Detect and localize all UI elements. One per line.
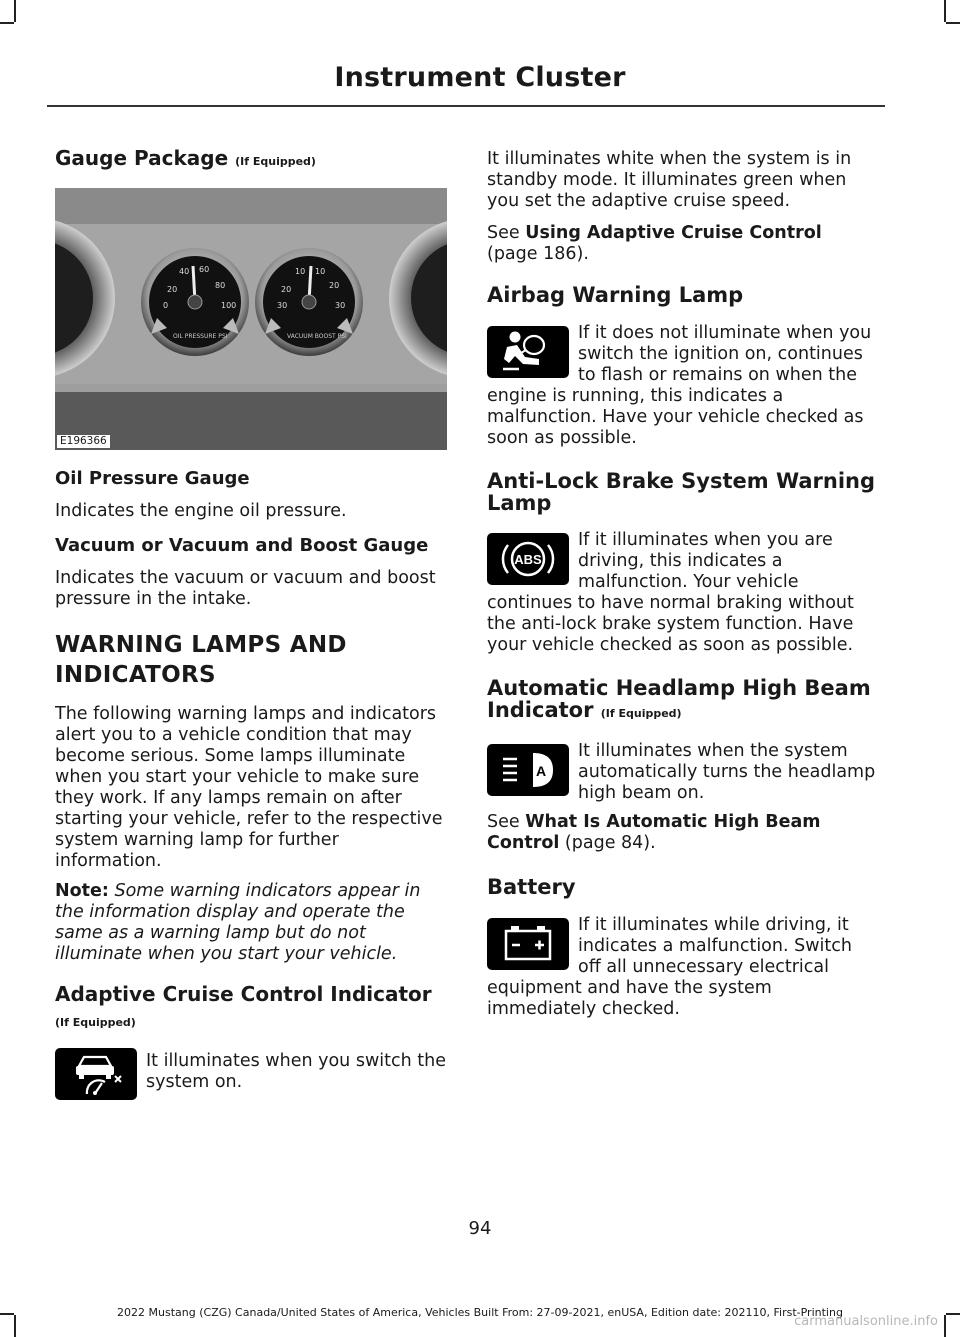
abs-icon (487, 533, 569, 585)
gauge-photo-illustration (55, 188, 447, 450)
crop-mark (14, 0, 16, 22)
page-title: Instrument Cluster (334, 62, 626, 93)
high-beam-reference-link[interactable]: What Is Automatic High Beam Control (487, 812, 821, 853)
airbag-icon (487, 326, 569, 378)
note-label: Note: (55, 881, 109, 901)
page-number: 94 (468, 1218, 492, 1239)
oil-pressure-heading: Oil Pressure Gauge (55, 468, 250, 489)
gauge-tick: 0 (163, 301, 169, 310)
if-equipped-label: (If Equipped) (600, 707, 682, 720)
right-column (487, 146, 879, 1020)
image-code: E196366 (57, 435, 110, 448)
high-beam-block (487, 741, 879, 804)
gauge-tick: 60 (199, 265, 210, 274)
warning-heading-line2: INDICATORS (55, 662, 216, 688)
note-paragraph (55, 881, 447, 965)
high-beam-icon-label: A (535, 763, 547, 779)
gauge-package-title: Gauge Package (55, 146, 229, 170)
abs-icon-label: ABS (514, 552, 542, 567)
if-equipped-label: (If Equipped) (55, 1016, 136, 1029)
high-beam-text: It illuminates when the system automatically turns the headlamp high beam on. (578, 741, 876, 803)
page-reference: (page 84). (564, 833, 656, 853)
warning-lamps-heading (55, 630, 447, 690)
acc-heading: Adaptive Cruise Control Indicator (55, 982, 432, 1006)
abs-text: If it illuminates when you are driving, this indicates a malfunction. Your vehicle continues to have normal braking without the anti-lock brake system function. Have your vehicle checked as soon as possible. (487, 530, 854, 655)
oil-pressure-gauge (141, 248, 249, 356)
header-divider (47, 105, 885, 107)
auto-high-beam-icon (487, 744, 569, 796)
battery-icon (487, 918, 569, 970)
if-equipped-label: (If Equipped) (235, 155, 316, 168)
high-beam-heading (487, 677, 879, 725)
acc-text: It illuminates when you switch the system on. (146, 1051, 446, 1092)
battery-text: If it illuminates while driving, it indicates a malfunction. Switch off all unnecessary electrical equipment and have the system immediately checked. (487, 915, 852, 1019)
gauge-tick: 30 (335, 301, 346, 310)
acc-block (55, 1045, 447, 1102)
see-prefix: See (487, 812, 520, 832)
gauge-tick: 20 (167, 285, 178, 294)
battery-block (487, 915, 879, 1020)
gauge-tick: 30 (277, 301, 288, 310)
gauge-package-photo (55, 188, 447, 450)
vacuum-heading: Vacuum or Vacuum and Boost Gauge (55, 535, 429, 556)
gauge-tick: 20 (281, 285, 292, 294)
footer-text: 2022 Mustang (CZG) Canada/United States of America, Vehicles Built From: 27-09-2021, enUSA, Edition date: 202110, First-Printing (117, 1306, 843, 1319)
watermark: carmanualsonline.info (794, 1314, 938, 1329)
crop-mark (944, 0, 946, 22)
gauge-package-heading (55, 146, 447, 174)
left-column (55, 146, 447, 1102)
vacuum-text: Indicates the vacuum or vacuum and boost pressure in the intake. (55, 568, 436, 609)
note-text: Some warning indicators appear in the information display and operate the same as a warning lamp but do not illuminate when you start your vehicle. (55, 881, 421, 964)
vacuum-boost-gauge (255, 248, 363, 356)
gauge-label: VACUUM BOOST PSI (287, 333, 347, 340)
warning-intro-text: The following warning lamps and indicators alert you to a vehicle condition that may become serious. Some lamps illuminate when you start your vehicle to make sure they work. If any lamps remain on after starting your vehicle, refer to the respective system warning lamp for further information. (55, 704, 443, 871)
page-reference: (page 186). (487, 244, 589, 264)
gauge-tick: 100 (221, 301, 237, 310)
airbag-block (487, 323, 879, 449)
gauge-tick: 40 (179, 267, 190, 276)
airbag-text: If it does not illuminate when you switch the ignition on, continues to flash or remains on when the engine is running, this indicates a malfunction. Have your vehicle checked as soon as possible. (487, 323, 872, 448)
acc-reference-link[interactable]: Using Adaptive Cruise Control (525, 223, 822, 243)
oil-pressure-text: Indicates the engine oil pressure. (55, 501, 347, 521)
gauge-tick: 10 (315, 267, 326, 276)
see-prefix: See (487, 223, 520, 243)
crop-mark (0, 22, 14, 24)
warning-heading-line1: WARNING LAMPS AND (55, 632, 347, 658)
gauge-tick: 80 (215, 281, 226, 290)
gauge-label: OIL PRESSURE PSI (173, 333, 228, 340)
gauge-tick: 10 (295, 267, 306, 276)
gauge-tick: 20 (329, 281, 340, 290)
high-beam-see-reference (487, 812, 879, 854)
battery-heading: Battery (487, 875, 576, 899)
abs-heading: Anti-Lock Brake System Warning Lamp (487, 469, 876, 515)
acc-continued-text: It illuminates white when the system is in standby mode. It illuminates green when you set the adaptive cruise speed. (487, 149, 852, 211)
abs-block (487, 530, 879, 656)
airbag-heading: Airbag Warning Lamp (487, 283, 744, 307)
adaptive-cruise-icon (55, 1048, 137, 1100)
acc-see-reference (487, 223, 879, 265)
crop-mark (946, 22, 960, 24)
high-beam-title: Automatic Headlamp High Beam Indicator (487, 676, 871, 722)
